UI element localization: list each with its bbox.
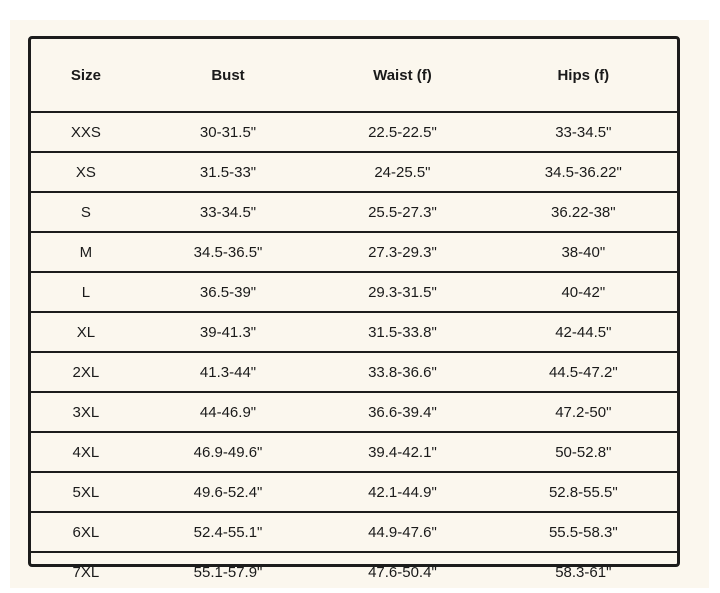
table-row (31, 192, 677, 232)
header-size: Size (31, 39, 141, 112)
hips-cell: 40-42" (490, 272, 677, 312)
table-row (31, 152, 677, 192)
size-cell: XXS (31, 112, 141, 152)
waist-cell: 22.5-22.5" (315, 112, 489, 152)
bust-cell: 33-34.5" (141, 192, 315, 232)
size-cell: 5XL (31, 472, 141, 512)
waist-cell: 47.6-50.4" (368, 563, 437, 581)
size-chart-frame (28, 36, 680, 581)
size-cell: S (31, 192, 141, 232)
size-cell: 7XL (72, 563, 100, 581)
hips-cell: 55.5-58.3" (490, 512, 677, 552)
bust-cell: 30-31.5" (141, 112, 315, 152)
waist-cell: 42.1-44.9" (315, 472, 489, 512)
table-row (31, 432, 677, 472)
bust-cell: 55.1-57.9" (193, 563, 263, 581)
waist-cell: 27.3-29.3" (315, 232, 489, 272)
size-chart-header (31, 39, 677, 112)
size-cell: XL (31, 312, 141, 352)
header-bust: Bust (141, 39, 315, 112)
size-cell: 2XL (31, 352, 141, 392)
hips-cell: 58.3-61" (555, 563, 612, 581)
size-chart-canvas (10, 20, 709, 588)
bust-cell: 44-46.9" (141, 392, 315, 432)
table-row (31, 472, 677, 512)
hips-cell: 50-52.8" (490, 432, 677, 472)
size-cell: M (31, 232, 141, 272)
bust-cell: 52.4-55.1" (141, 512, 315, 552)
table-row (31, 112, 677, 152)
size-cell: XS (31, 152, 141, 192)
header-waist: Waist (f) (315, 39, 489, 112)
table-row (31, 272, 677, 312)
waist-cell: 24-25.5" (315, 152, 489, 192)
waist-cell: 44.9-47.6" (315, 512, 489, 552)
size-cell: 6XL (31, 512, 141, 552)
bust-cell: 31.5-33" (141, 152, 315, 192)
hips-cell: 33-34.5" (490, 112, 677, 152)
size-cell: 4XL (31, 432, 141, 472)
waist-cell: 29.3-31.5" (315, 272, 489, 312)
waist-cell: 36.6-39.4" (315, 392, 489, 432)
waist-cell: 39.4-42.1" (315, 432, 489, 472)
hips-cell: 36.22-38" (490, 192, 677, 232)
bust-cell: 41.3-44" (141, 352, 315, 392)
hips-cell: 42-44.5" (490, 312, 677, 352)
bust-cell: 46.9-49.6" (141, 432, 315, 472)
waist-cell: 25.5-27.3" (315, 192, 489, 232)
size-cell: L (31, 272, 141, 312)
table-row (31, 352, 677, 392)
hips-cell: 34.5-36.22" (490, 152, 677, 192)
table-row (31, 512, 677, 552)
table-row (31, 552, 677, 591)
table-row (31, 392, 677, 432)
size-chart-table (31, 39, 677, 591)
header-hips: Hips (f) (490, 39, 677, 112)
waist-cell: 33.8-36.6" (315, 352, 489, 392)
header-row (31, 39, 677, 112)
bust-cell: 36.5-39" (141, 272, 315, 312)
bust-cell: 39-41.3" (141, 312, 315, 352)
bust-cell: 49.6-52.4" (141, 472, 315, 512)
size-chart-body (31, 112, 677, 591)
table-row (31, 312, 677, 352)
bust-cell: 34.5-36.5" (141, 232, 315, 272)
hips-cell: 52.8-55.5" (490, 472, 677, 512)
hips-cell: 44.5-47.2" (490, 352, 677, 392)
hips-cell: 38-40" (490, 232, 677, 272)
hips-cell: 47.2-50" (490, 392, 677, 432)
waist-cell: 31.5-33.8" (315, 312, 489, 352)
size-cell: 3XL (31, 392, 141, 432)
table-row (31, 232, 677, 272)
